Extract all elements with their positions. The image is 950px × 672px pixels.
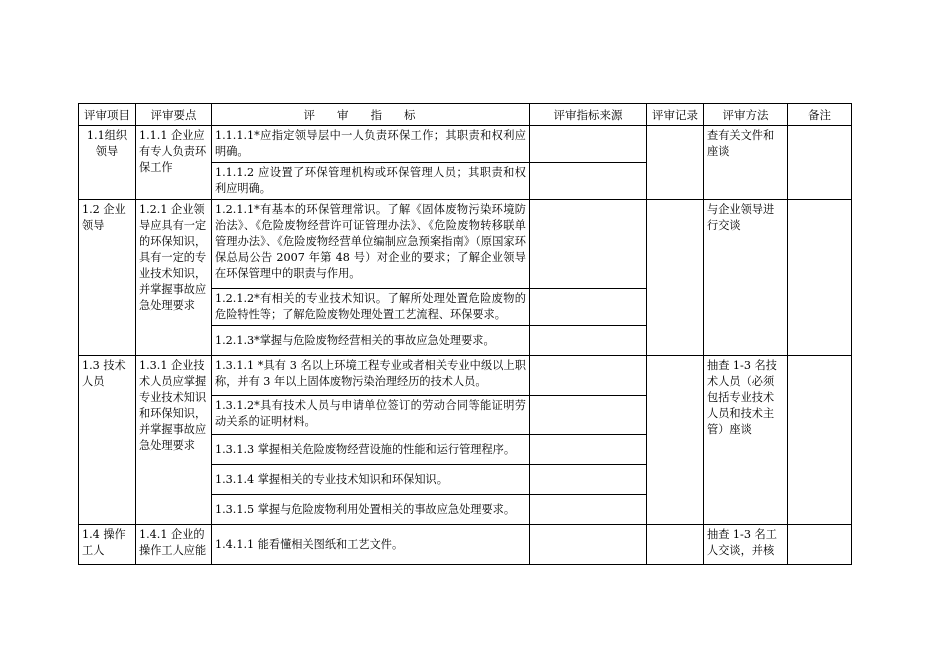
indicator-cell: 1.3.1.3 掌握相关危险废物经营设施的性能和运行管理程序。 — [212, 435, 530, 465]
method-cell: 与企业领导进行交谈 — [704, 200, 788, 356]
indicator-cell: 1.4.1.1 能看懂相关图纸和工艺文件。 — [212, 525, 530, 565]
section-item: 1.2 企业领导 — [79, 200, 136, 356]
source-cell — [530, 200, 647, 289]
note-cell — [788, 126, 852, 200]
indicator-cell: 1.1.1.2 应设置了环保管理机构或环保管理人员；其职责和权利应明确。 — [212, 163, 530, 200]
source-cell — [530, 126, 647, 163]
header-method: 评审方法 — [704, 104, 788, 126]
indicator-cell: 1.3.1.2*具有技术人员与申请单位签订的劳动合同等能证明劳动关系的证明材料。 — [212, 396, 530, 435]
indicator-cell: 1.3.1.4 掌握相关的专业技术知识和环保知识。 — [212, 465, 530, 495]
review-table — [78, 103, 852, 565]
source-cell — [530, 289, 647, 326]
indicator-cell: 1.3.1.5 掌握与危险废物利用处置相关的事故应急处理要求。 — [212, 495, 530, 525]
header-note: 备注 — [788, 104, 852, 126]
section-item: 1.4 操作工人 — [79, 525, 136, 565]
source-cell — [530, 326, 647, 356]
header-point: 评审要点 — [136, 104, 212, 126]
note-cell — [788, 200, 852, 356]
source-cell — [530, 525, 647, 565]
indicator-cell: 1.3.1.1 *具有 3 名以上环境工程专业或者相关专业中级以上职称，并有 3 年以上固体废物污染治理经历的技术人员。 — [212, 356, 530, 396]
method-cell: 查有关文件和座谈 — [704, 126, 788, 200]
source-cell — [530, 163, 647, 200]
source-cell — [530, 356, 647, 396]
source-cell — [530, 396, 647, 435]
header-indicator: 评审指标 — [212, 104, 530, 126]
table-row — [79, 200, 852, 289]
section-point: 1.2.1 企业领导应具有一定的环保知识，具有一定的专业技术知识，并掌握事故应急处理要求 — [136, 200, 212, 356]
table-row — [79, 525, 852, 565]
source-cell — [530, 435, 647, 465]
note-cell — [788, 356, 852, 525]
source-cell — [530, 495, 647, 525]
header-source: 评审指标来源 — [530, 104, 647, 126]
section-point: 1.1.1 企业应有专人负责环保工作 — [136, 126, 212, 200]
record-cell — [647, 356, 704, 525]
section-point: 1.3.1 企业技术人员应掌握专业技术知识和环保知识，并掌握事故应急处理要求 — [136, 356, 212, 525]
indicator-cell: 1.2.1.2*有相关的专业技术知识。了解所处理处置危险废物的危险特性等；了解危险废物处理处置工艺流程、环保要求。 — [212, 289, 530, 326]
record-cell — [647, 200, 704, 356]
header-row — [79, 104, 852, 126]
record-cell — [647, 126, 704, 200]
method-cell: 抽查 1-3 名技术人员（必须包括专业技术人员和技术主管）座谈 — [704, 356, 788, 525]
record-cell — [647, 525, 704, 565]
indicator-cell: 1.2.1.3*掌握与危险废物经营相关的事故应急处理要求。 — [212, 326, 530, 356]
indicator-cell: 1.1.1.1*应指定领导层中一人负责环保工作；其职责和权利应明确。 — [212, 126, 530, 163]
note-cell — [788, 525, 852, 565]
table-row — [79, 126, 852, 163]
section-item: 1.3 技术人员 — [79, 356, 136, 525]
method-cell: 抽查 1-3 名工人交谈，并核 — [704, 525, 788, 565]
section-point: 1.4.1 企业的操作工人应能 — [136, 525, 212, 565]
header-record: 评审记录 — [647, 104, 704, 126]
section-item: 1.1组织领导 — [79, 126, 136, 200]
indicator-cell: 1.2.1.1*有基本的环保管理常识。了解《固体废物污染环境防治法》、《危险废物经营许可证管理办法》、《危险废物转移联单管理办法》、《危险废物经营单位编制应急预案指南》（原国家环保总局公告 2007 年第 48 号）对企业的要求；了解企业领导在环保管理中的职责与作用。 — [212, 200, 530, 289]
table-row — [79, 356, 852, 396]
source-cell — [530, 465, 647, 495]
header-item: 评审项目 — [79, 104, 136, 126]
